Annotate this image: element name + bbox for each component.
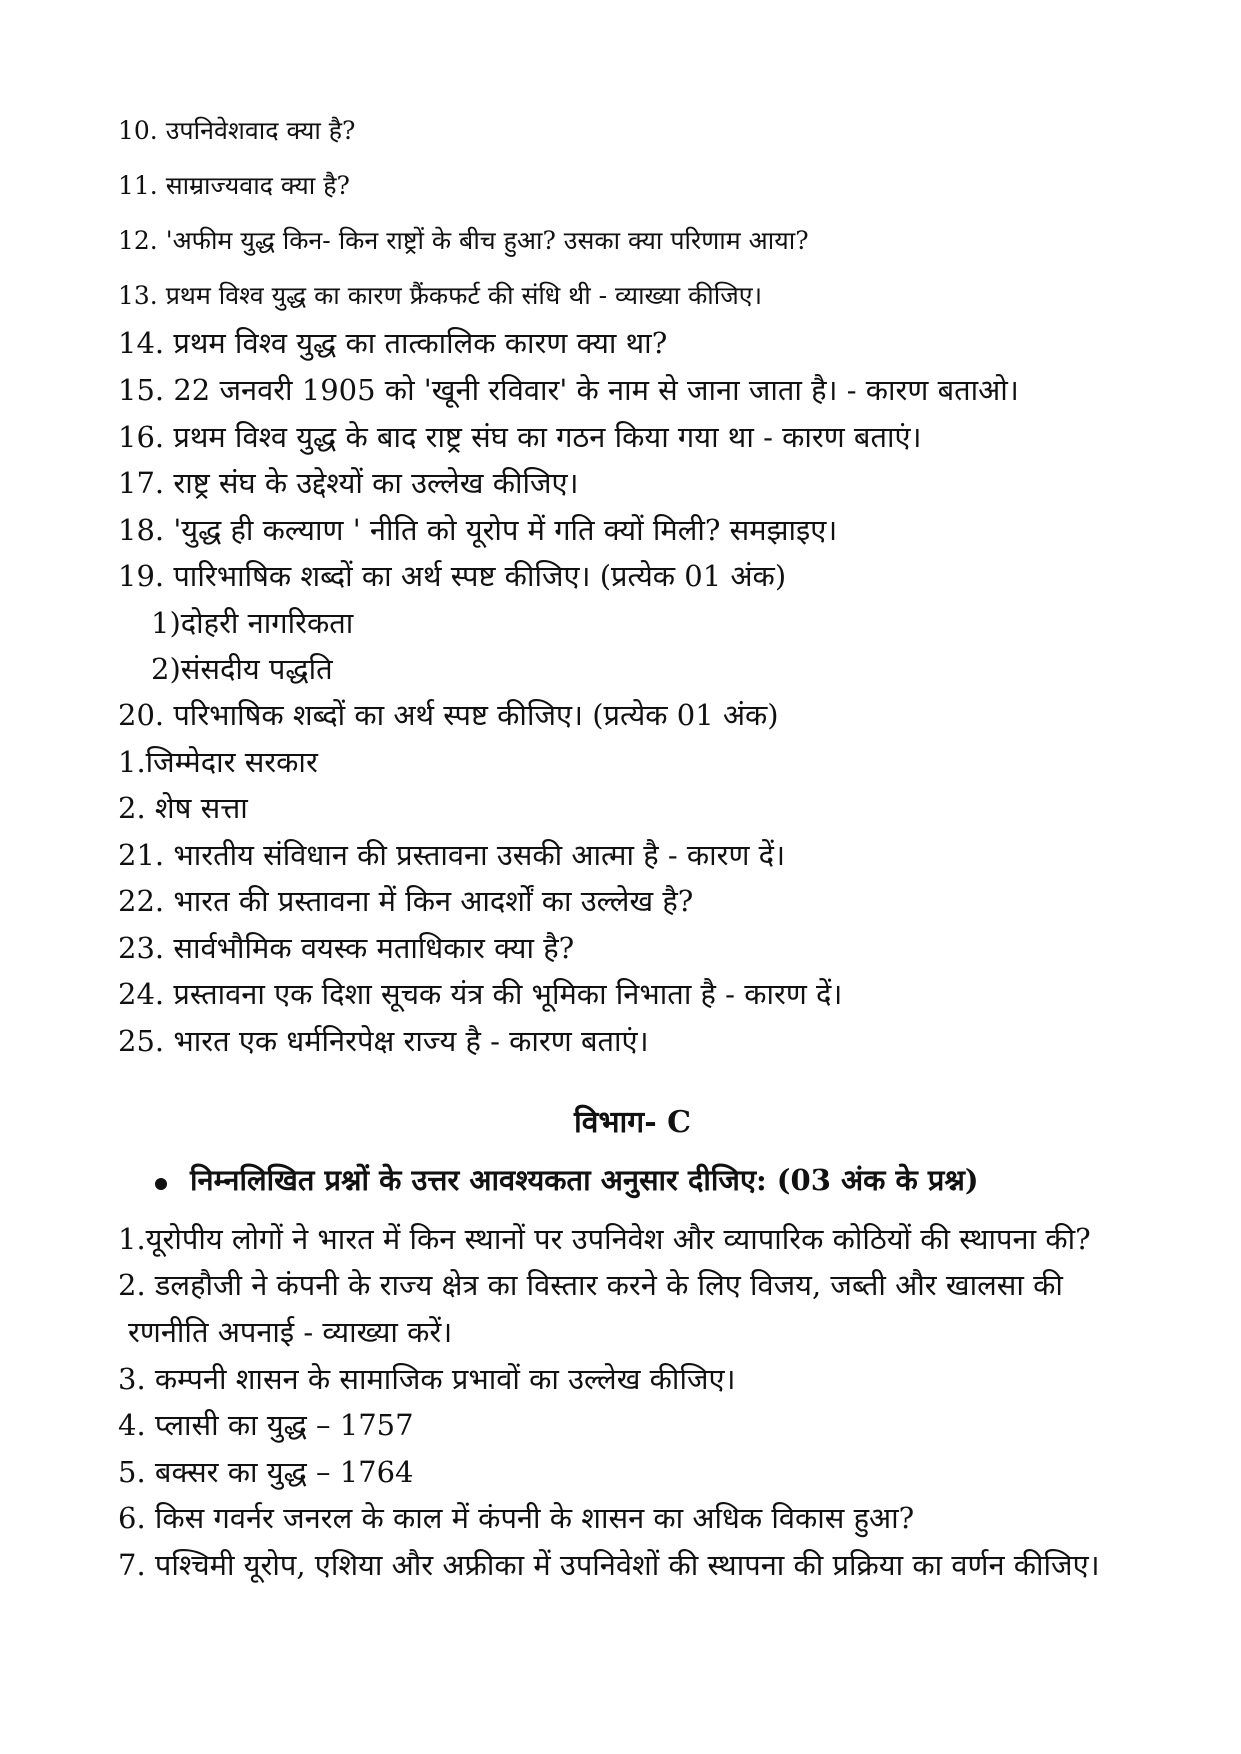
question-20-term-2: 2. शेष सत्ता	[118, 791, 248, 825]
question-20: 20. परिभाषिक शब्दों का अर्थ स्पष्ट कीजिए। (प्रत्येक 01 अंक)	[118, 698, 779, 732]
question-13: 13. प्रथम विश्व युद्ध का कारण फ्रैंकफर्ट की संधि थी - व्याख्या कीजिए।	[118, 281, 763, 310]
section-c-instruction: निम्नलिखित प्रश्नों के उत्तर आवश्यकता अनुसार दीजिए: (03 अंक के प्रश्न)	[190, 1163, 979, 1197]
question-19-term-1: 1)दोहरी नागरिकता	[151, 606, 354, 640]
bullet-icon	[155, 1178, 167, 1190]
question-21: 21. भारतीय संविधान की प्रस्तावना उसकी आत्मा है - कारण दें।	[118, 838, 786, 872]
question-17: 17. राष्ट्र संघ के उद्देश्यों का उल्लेख कीजिए।	[118, 466, 579, 500]
section-c-question-3: 3. कम्पनी शासन के सामाजिक प्रभावों का उल्लेख कीजिए।	[118, 1362, 736, 1396]
question-11: 11. साम्राज्यवाद क्या है?	[118, 171, 350, 200]
question-19: 19. पारिभाषिक शब्दों का अर्थ स्पष्ट कीजिए। (प्रत्येक 01 अंक)	[118, 559, 787, 593]
section-c-question-2-continued: रणनीति अपनाई - व्याख्या करें।	[128, 1315, 453, 1349]
question-20-term-1: 1.जिम्मेदार सरकार	[118, 745, 318, 779]
question-14: 14. प्रथम विश्व युद्ध का तात्कालिक कारण क्या था?	[118, 326, 668, 360]
question-23: 23. सार्वभौमिक वयस्क मताधिकार क्या है?	[118, 931, 575, 965]
question-16: 16. प्रथम विश्व युद्ध के बाद राष्ट्र संघ का गठन किया गया था - कारण बताएं।	[118, 420, 922, 454]
question-18: 18. 'युद्ध ही कल्याण ' नीति को यूरोप में गति क्यों मिली? समझाइए।	[118, 513, 838, 547]
section-c-question-5: 5. बक्सर का युद्ध – 1764	[118, 1455, 414, 1489]
question-12: 12. 'अफीम युद्ध किन- किन राष्ट्रों के बीच हुआ? उसका क्या परिणाम आया?	[118, 226, 809, 255]
question-15: 15. 22 जनवरी 1905 को 'खूनी रविवार' के नाम से जाना जाता है। - कारण बताओ।	[118, 373, 1019, 407]
question-10: 10. उपनिवेशवाद क्या है?	[118, 116, 356, 145]
section-c-question-7: 7. पश्चिमी यूरोप, एशिया और अफ्रीका में उपनिवेशों की स्थापना की प्रक्रिया का वर्णन कीजिए।	[118, 1548, 1100, 1582]
section-c-question-2: 2. डलहौजी ने कंपनी के राज्य क्षेत्र का विस्तार करने के लिए विजय, जब्ती और खालसा की	[118, 1268, 1063, 1302]
question-25: 25. भारत एक धर्मनिरपेक्ष राज्य है - कारण बताएं।	[118, 1024, 649, 1058]
question-19-term-2: 2)संसदीय पद्धति	[151, 652, 333, 686]
section-c-question-4: 4. प्लासी का युद्ध – 1757	[118, 1408, 414, 1442]
section-c-question-1: 1.यूरोपीय लोगों ने भारत में किन स्थानों पर उपनिवेश और व्यापारिक कोठियों की स्थापना की?	[118, 1222, 1091, 1256]
question-22: 22. भारत की प्रस्तावना में किन आदर्शों का उल्लेख है?	[118, 884, 694, 918]
question-24: 24. प्रस्तावना एक दिशा सूचक यंत्र की भूमिका निभाता है - कारण दें।	[118, 977, 843, 1011]
section-c-heading: विभाग- C	[574, 1105, 691, 1140]
section-c-question-6: 6. किस गवर्नर जनरल के काल में कंपनी के शासन का अधिक विकास हुआ?	[118, 1501, 915, 1535]
